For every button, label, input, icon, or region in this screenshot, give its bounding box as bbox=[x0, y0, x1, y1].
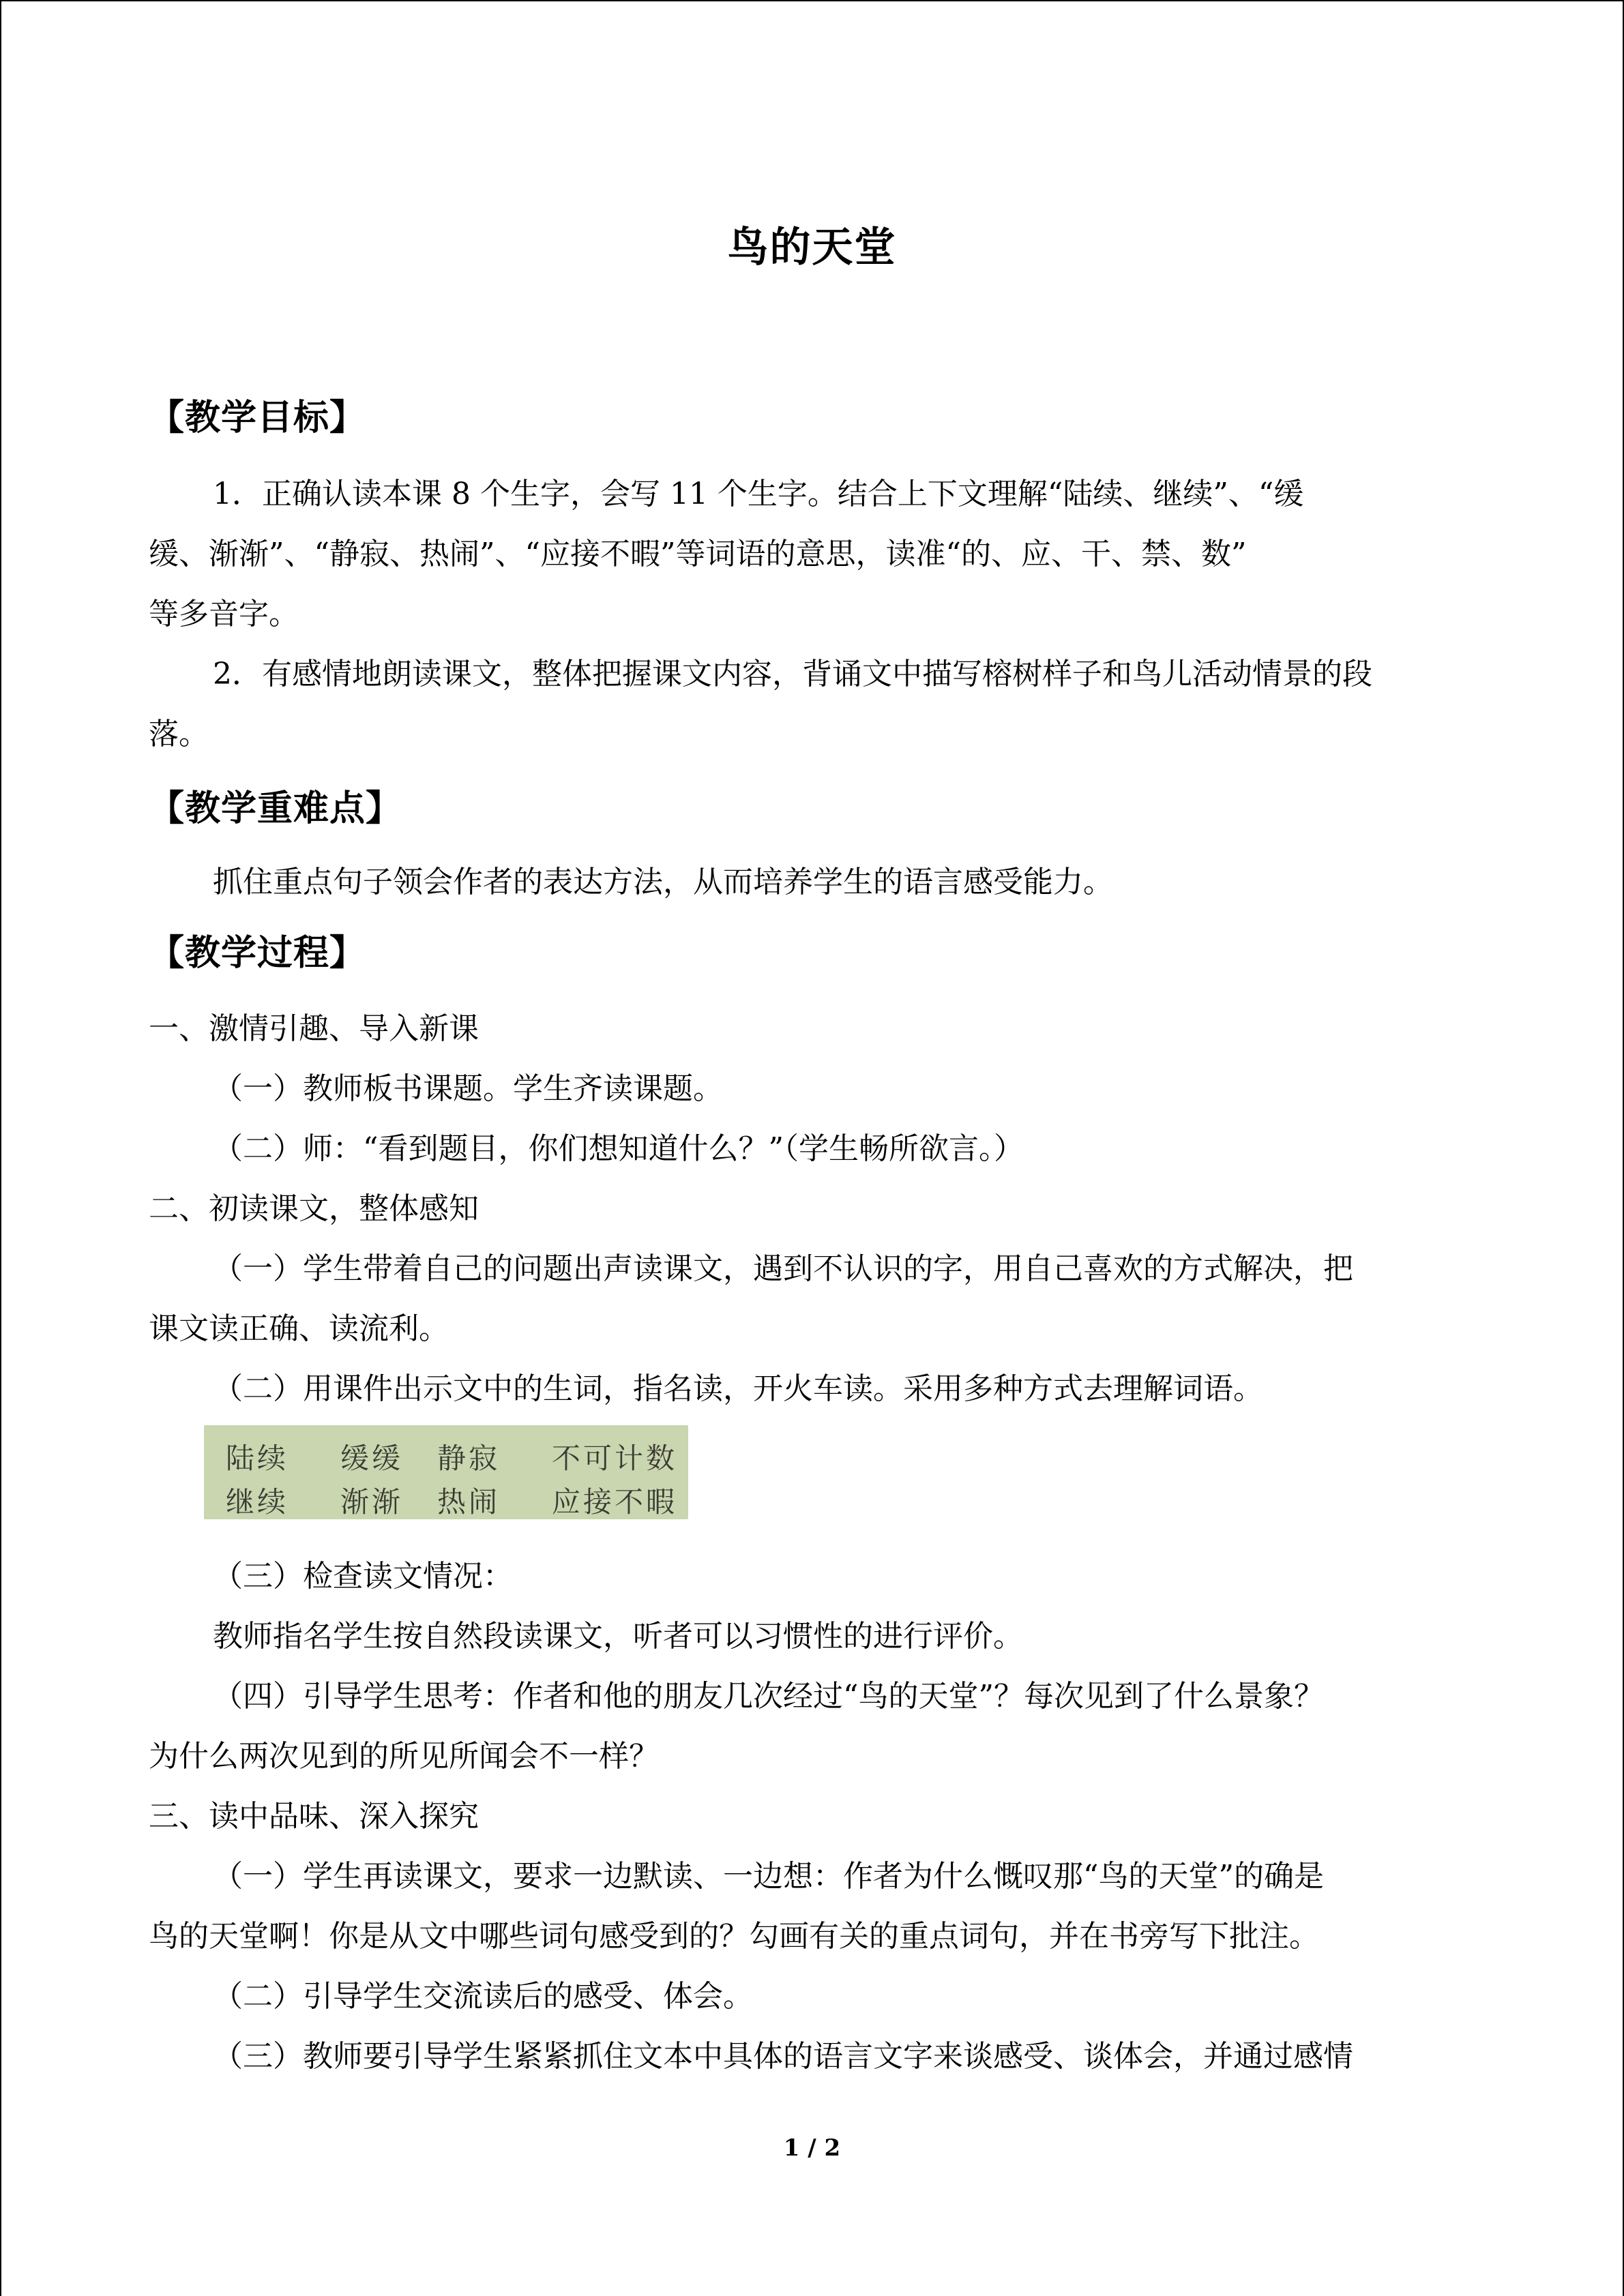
process-step-1b: （二）师：“看到题目，你们想知道什么？”（学生畅所欲言。） bbox=[213, 1131, 1024, 1166]
vocab-word: 不可计数 bbox=[552, 1442, 678, 1475]
vocab-word: 热闹 bbox=[437, 1485, 501, 1519]
vocab-word: 陆续 bbox=[226, 1442, 289, 1475]
vocab-word: 渐渐 bbox=[340, 1485, 404, 1519]
process-step-2c: （三）检查读文情况： bbox=[213, 1559, 513, 1594]
process-step-3: 三、读中品味、深入探究 bbox=[149, 1799, 479, 1834]
page-title: 鸟的天堂 bbox=[727, 224, 897, 271]
process-step-2b: （二）用课件出示文中的生词，指名读，开火车读。采用多种方式去理解词语。 bbox=[213, 1371, 1263, 1406]
process-step-1: 一、激情引趣、导入新课 bbox=[149, 1011, 479, 1046]
goal-1-line-3: 等多音字。 bbox=[149, 597, 299, 631]
goal-2-line-1: 2．有感情地朗读课文，整体把握课文内容，背诵文中描写榕树样子和鸟儿活动情景的段 bbox=[213, 657, 1372, 691]
goal-2-line-2: 落。 bbox=[149, 717, 209, 751]
process-step-2d-line-1: （四）引导学生思考：作者和他的朋友几次经过“鸟的天堂”？每次见到了什么景象？ bbox=[213, 1679, 1324, 1714]
vocab-word: 继续 bbox=[226, 1485, 289, 1519]
process-step-2d-line-2: 为什么两次见到的所见所闻会不一样？ bbox=[149, 1739, 659, 1774]
goal-1-line-2: 缓、渐渐”、“静寂、热闹”、“应接不暇”等词语的意思，读准“的、应、干、禁、数” bbox=[149, 537, 1247, 571]
process-step-2a-line-1: （一）学生带着自己的问题出声读课文，遇到不认识的字，用自己喜欢的方式解决，把 bbox=[213, 1251, 1353, 1286]
process-step-2a-line-2: 课文读正确、读流利。 bbox=[149, 1311, 449, 1346]
section-heading-process: 【教学过程】 bbox=[149, 932, 366, 974]
goal-1-line-1: 1．正确认读本课 8 个生字，会写 11 个生字。结合上下文理解“陆续、继续”、“缓 bbox=[213, 477, 1304, 511]
process-step-3b: （二）引导学生交流读后的感受、体会。 bbox=[213, 1979, 753, 2014]
process-step-3a-line-2: 鸟的天堂啊！你是从文中哪些词句感受到的？勾画有关的重点词句，并在书旁写下批注。 bbox=[149, 1919, 1319, 1954]
process-step-1a: （一）教师板书课题。学生齐读课题。 bbox=[213, 1071, 723, 1106]
process-step-3a-line-1: （一）学生再读课文，要求一边默读、一边想：作者为什么慨叹那“鸟的天堂”的确是 bbox=[213, 1859, 1324, 1894]
process-step-3c-line-1: （三）教师要引导学生紧紧抓住文本中具体的语言文字来谈感受、谈体会，并通过感情 bbox=[213, 2039, 1353, 2074]
process-step-2: 二、初读课文，整体感知 bbox=[149, 1191, 479, 1226]
page-number: 1 / 2 bbox=[783, 2134, 841, 2162]
vocab-word: 缓缓 bbox=[340, 1442, 404, 1475]
process-step-2c-body: 教师指名学生按自然段读课文，听者可以习惯性的进行评价。 bbox=[213, 1619, 1023, 1654]
vocab-word: 应接不暇 bbox=[552, 1485, 678, 1519]
vocabulary-image bbox=[204, 1425, 688, 1519]
section-heading-goals: 【教学目标】 bbox=[149, 397, 366, 438]
vocab-word: 静寂 bbox=[437, 1442, 501, 1475]
section-heading-difficulties: 【教学重难点】 bbox=[149, 788, 402, 829]
difficulties-text: 抓住重点句子领会作者的表达方法，从而培养学生的语言感受能力。 bbox=[213, 865, 1113, 899]
